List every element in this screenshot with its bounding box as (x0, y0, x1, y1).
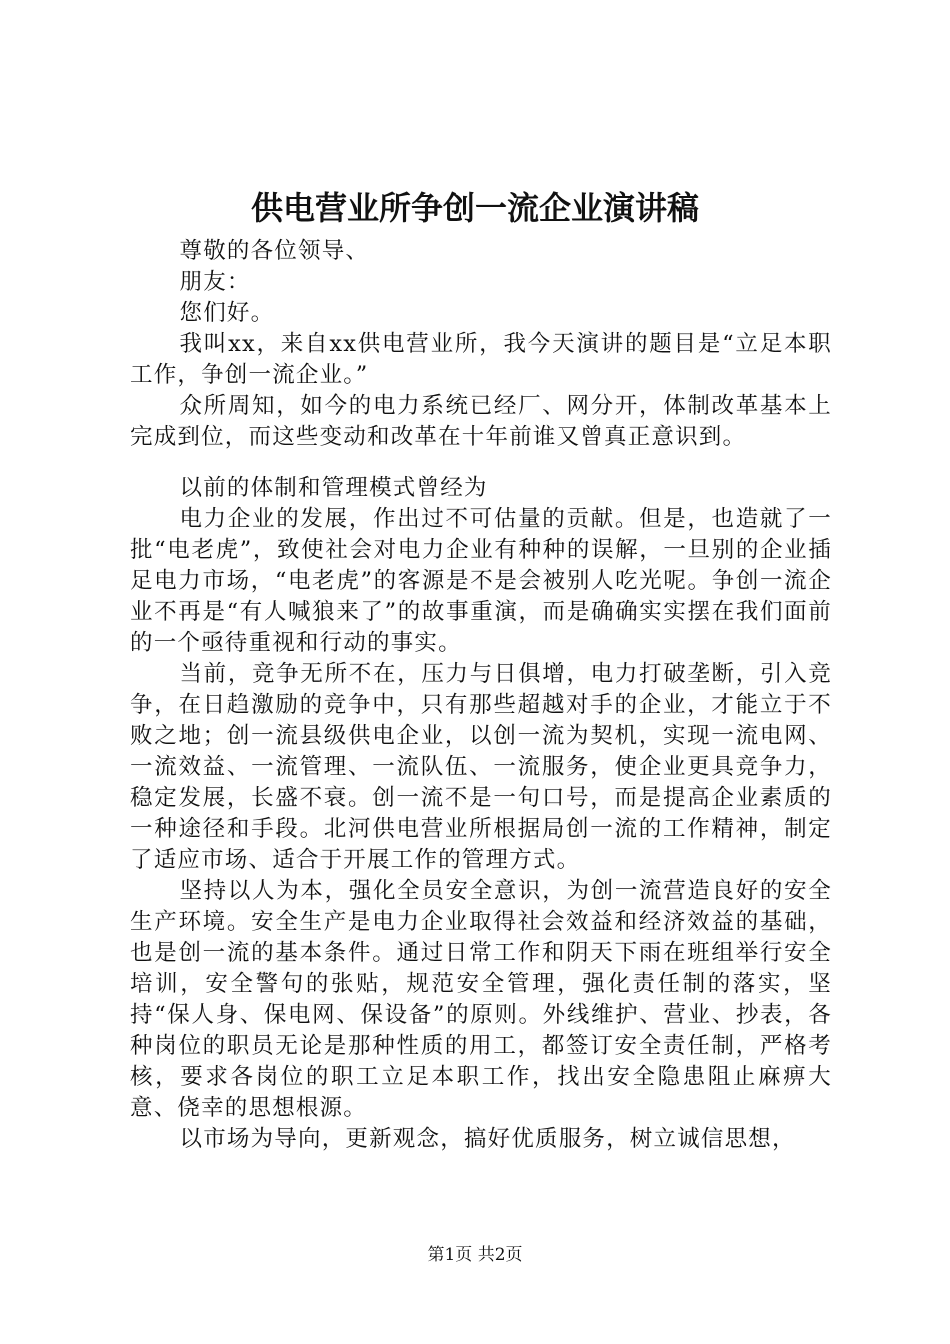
document-title: 供电营业所争创一流企业演讲稿 (250, 189, 699, 227)
paragraph-greeting: 您们好。 (179, 300, 275, 326)
document-body (130, 236, 832, 1155)
paragraph-salutation-2: 朋友： (179, 269, 251, 295)
paragraph-reform: 众所周知，如今的电力系统已经厂、网分开，体制改革基本上完成到位，而这些变动和改革在十年前谁又曾真正意识到。 (130, 393, 832, 450)
page-footer: 第1页 共2页 (427, 1245, 523, 1265)
paragraph-salutation-1: 尊敬的各位领导、 (179, 238, 370, 264)
paragraph-competition: 当前，竞争无所不在，压力与日俱增，电力打破垄断，引入竞争，在日趋激励的竞争中，只有那些超越对手的企业，才能立于不败之地；创一流县级供电企业，以创一流为契机，实现一流电网、一流效益、一流管理、一流队伍、一流服务，使企业更具竞争力，稳定发展，长盛不衰。创一流不是一句口号，而是提高企业素质的一种途径和手段。北河供电营业所根据局创一流的工作精神，制定了适应市场、适合于开展工作的管理方式。 (130, 661, 832, 873)
paragraph-introduction: 我叫xx，来自xx供电营业所，我今天演讲的题目是“立足本职工作，争创一流企业。” (130, 331, 832, 388)
paragraph-development: 电力企业的发展，作出过不可估量的贡献。但是，也造就了一批“电老虎”，致使社会对电力企业有种种的误解，一旦别的企业插足电力市场，“电老虎”的客源是不是会被别人吃光呢。争创一流企业不再是“有人喊狼来了”的故事重演，而是确确实实摆在我们面前的一个亟待重视和行动的事实。 (130, 506, 832, 656)
paragraph-safety: 坚持以人为本，强化全员安全意识，为创一流营造良好的安全生产环境。安全生产是电力企业取得社会效益和经济效益的基础，也是创一流的基本条件。通过日常工作和阴天下雨在班组举行安全培训，安全警句的张贴，规范安全管理，强化责任制的落实，坚持“保人身、保电网、保设备”的原则。外线维护、营业、抄表，各种岗位的职员无论是那种性质的用工，都签订安全责任制，严格考核，要求各岗位的职工立足本职工作，找出安全隐患阻止麻痹大意、侥幸的思想根源。 (130, 878, 832, 1121)
paragraph-former-system: 以前的体制和管理模式曾经为 (179, 475, 488, 501)
paragraph-market: 以市场为导向，更新观念，搞好优质服务，树立诚信思想， (179, 1126, 796, 1152)
